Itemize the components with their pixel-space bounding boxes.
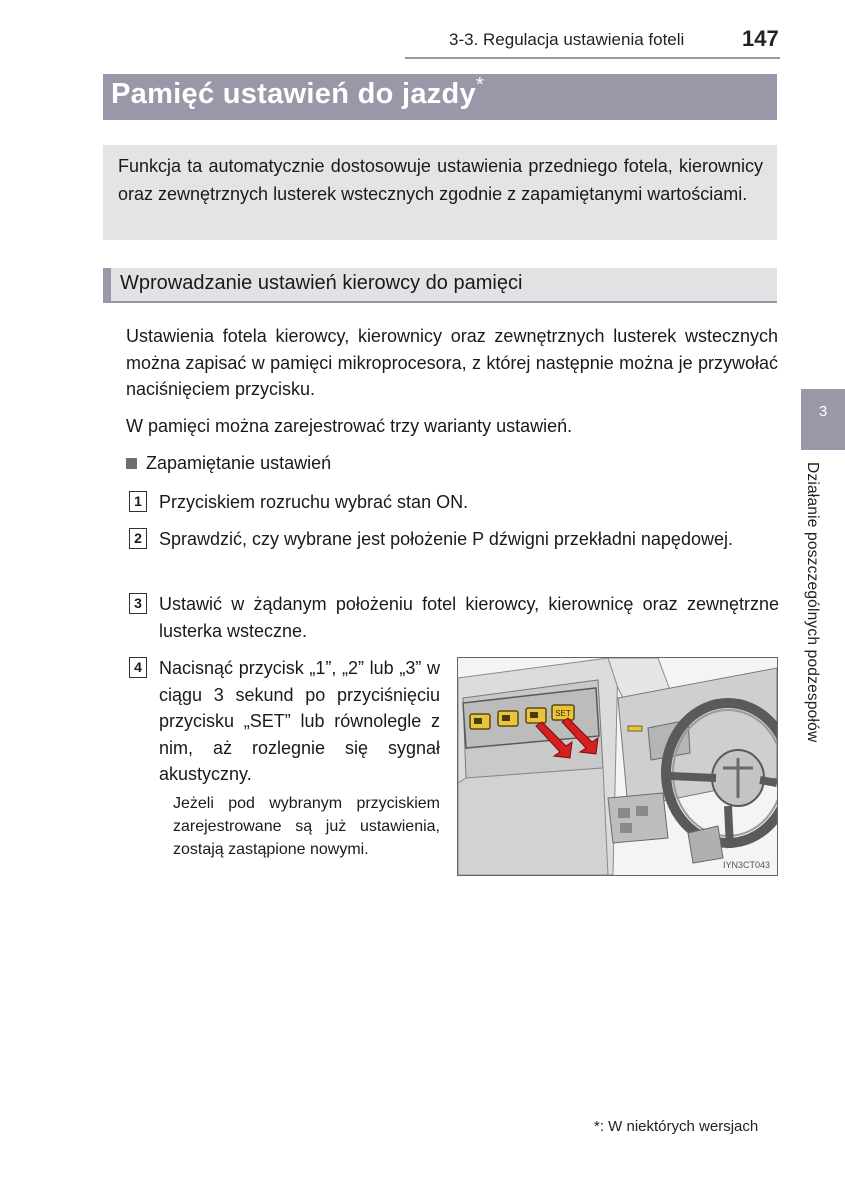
bullet-heading	[126, 453, 331, 474]
header-section-title: 3-3. Regulacja ustawienia foteli	[449, 30, 685, 49]
subsection-accent	[103, 268, 111, 301]
subsection-bar	[103, 268, 777, 303]
set-button-label: SET	[555, 709, 571, 718]
subsection-title: Wprowadzanie ustawień kierowcy do pamięci	[120, 272, 523, 294]
step-number-3: 3	[129, 593, 147, 614]
figure-code: IYN3CT043	[723, 860, 771, 870]
car-interior-drawing	[458, 658, 777, 875]
step-number-2: 2	[129, 528, 147, 549]
title-asterisk: *	[475, 74, 485, 96]
intro-text: Funkcja ta automatycznie dostosowuje ustawienia przedniego fotela, kierownicy oraz zewnętrznych lusterek wstecznych zgodnie z zapamiętanymi wartościami.	[118, 156, 763, 204]
chapter-label: Działanie poszczególnych podzespołów	[804, 462, 821, 743]
step-number-1: 1	[129, 491, 147, 512]
step-number-4: 4	[129, 657, 147, 678]
footnote: *: W niektórych wersjach	[594, 1118, 759, 1135]
step-text-4: Nacisnąć przycisk „1”, „2” lub „3” w ciągu 3 sekund po przyciśnięciu przycisku „SET” lub równolegle z nim, aż rozlegnie się sygnał akustyczny.	[159, 658, 440, 784]
intro-box	[103, 145, 777, 240]
step-text-3: Ustawić w żądanym położeniu fotel kierowcy, kierownicę oraz zewnętrzne lusterka wsteczne.	[159, 594, 779, 641]
page-number: 147	[742, 26, 779, 51]
step-text-1: Przyciskiem rozruchu wybrać stan ON.	[159, 492, 469, 512]
paragraph-three-variants: W pamięci można zarejestrować trzy warianty ustawień.	[126, 416, 573, 436]
memory-set-button	[552, 705, 574, 720]
chapter-number: 3	[818, 403, 828, 420]
page-title-bar	[103, 74, 777, 120]
memory-buttons-illustration	[457, 657, 778, 876]
memory-button-3	[526, 708, 546, 723]
square-bullet-icon	[126, 458, 137, 469]
memory-button-2	[498, 711, 518, 726]
step-note: Jeżeli pod wybranym przyciskiem zarejestrowane są już ustawienia, zostają zastąpione nowymi.	[173, 795, 440, 858]
header-divider	[405, 57, 780, 59]
page-title	[111, 74, 485, 111]
memory-button-1	[470, 714, 490, 729]
chapter-tab	[801, 389, 845, 450]
page-title-text: Pamięć ustawień do jazdy	[111, 78, 476, 110]
paragraph-memory-description: Ustawienia fotela kierowcy, kierownicy oraz zewnętrznych lusterek wstecznych można zapisać w pamięci mikroprocesora, z której następnie można je przywołać naciśnięciem przycisku.	[126, 326, 778, 399]
bullet-heading-text: Zapamiętanie ustawień	[146, 453, 332, 473]
step-text-2: Sprawdzić, czy wybrane jest położenie P dźwigni przekładni napędowej.	[159, 529, 733, 549]
